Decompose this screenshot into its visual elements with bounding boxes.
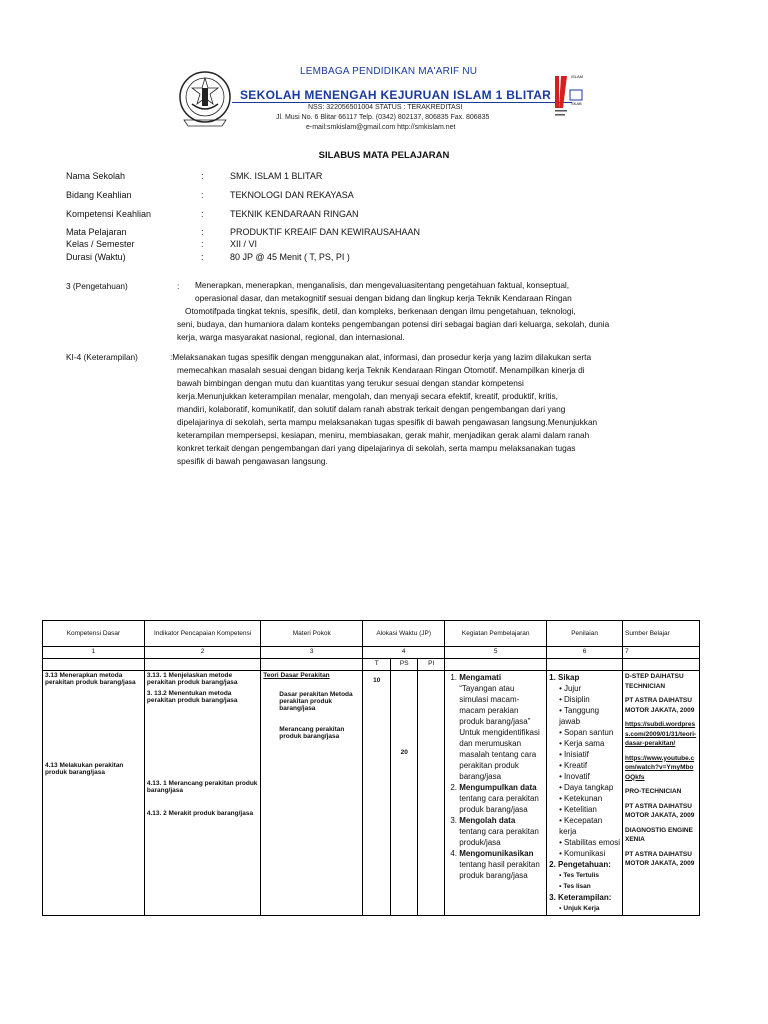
identity-colon: :: [201, 171, 204, 181]
table-header-row: [43, 621, 700, 647]
keterampilan-list: [549, 903, 620, 914]
sumber-cell: [623, 671, 700, 916]
identity-colon: :: [201, 227, 204, 237]
source-item: PT ASTRA DAIHATSU MOTOR JAKATA, 2009: [625, 850, 695, 867]
pengetahuan-title: 2. Pengetahuan:: [549, 860, 611, 869]
source-link[interactable]: https://subdi.wordpress.com/2009/01/31/teori-dasar-perakitan/: [625, 721, 697, 747]
identity-label: Mata Pelajaran: [66, 227, 127, 237]
identity-value: SMK. ISLAM 1 BLITAR: [230, 171, 323, 181]
pengetahuan-list: [549, 870, 620, 892]
certification-logo: [553, 72, 585, 120]
sikap-list: [549, 683, 620, 859]
ki3-line: seni, budaya, dan humaniora dalam konteks pengembangan potensi diri sebagai bagian dari keluarga, sekolah, dunia: [177, 319, 610, 329]
source-link[interactable]: https://www.youtube.com/watch?v=YmyMboOQkfs: [625, 754, 695, 781]
ki3-line: Menerapkan, menerapkan, menganalisis, dan mengevaluasitentang pengetahuan faktual, konseptual,: [195, 280, 570, 290]
alokasi-t-cell: 10: [363, 671, 391, 916]
ki4-line: kerja.Menunjukkan keterampilan menalar, mengolah, dan menyaji secara efektif, kreatif, produktif, kritis,: [177, 391, 558, 401]
column-number: 2: [144, 647, 260, 659]
kegiatan-item: [459, 815, 544, 848]
school-name: SEKOLAH MENENGAH KEJURUAN ISLAM 1 BLITAR: [240, 88, 552, 102]
kd-item: 3.13 Menerapkan metoda perakitan produk barang/jasa: [45, 672, 136, 686]
identity-colon: :: [201, 252, 204, 262]
ki4-line: keterampilan mempersepsi, kesiapan, meniru, membiasakan, gerak mahir, menjadikan gerak alami dalam ranah: [177, 430, 590, 440]
kd-item: 4.13 Melakukan perakitan produk barang/jasa: [45, 762, 124, 776]
ki4-first-line: :Melaksanakan tugas spesifik dengan menggunakan alat, informasi, dan prosedur kerja yang lazim dilakukan serta: [170, 352, 592, 362]
source-item: PT ASTRA DAIHATSU MOTOR JAKATA, 2009: [625, 697, 695, 714]
identity-label: Bidang Keahlian: [66, 190, 132, 200]
list-item: • Disiplin: [559, 694, 620, 705]
ipk-item: 4.13. 2 Merakit produk barang/jasa: [146, 810, 254, 817]
kegiatan-item: [459, 672, 544, 782]
cert-logo-text-top: ISLAM: [571, 74, 584, 79]
source-item: D-STEP DAIHATSU TECHNICIAN: [625, 673, 684, 690]
ki4-label: KI-4 (Keterampilan): [66, 352, 138, 362]
header-penilaian: Penilaian: [547, 621, 623, 647]
list-item: • Stabilitas emosi: [559, 837, 620, 848]
materi-cell: [261, 671, 363, 916]
list-item: • Inisiatif: [559, 749, 620, 760]
identity-value: TEKNOLOGI DAN REKAYASA: [230, 190, 354, 200]
school-nss: NSS: 322056501004 STATUS : TERAKREDITASI: [308, 104, 463, 111]
identity-value: TEKNIK KENDARAAN RINGAN: [230, 209, 359, 219]
list-item: • Ketelitian: [559, 804, 620, 815]
ipk-item: 4.13. 1 Merancang perakitan produk barang/jasa: [146, 780, 258, 794]
list-item: • Tanggung jawab: [559, 705, 620, 727]
kegiatan-head: Mengamati: [459, 673, 502, 682]
ki4-line: bawah bimbingan dengan mutu dan kuantitas yang terukur sesuai dengan standar kompetensi: [177, 378, 524, 388]
column-number: 6: [547, 647, 623, 659]
school-address: Jl. Musi No. 6 Blitar 66117 Telp. (0342) 802137, 806835 Fax. 806835: [276, 114, 490, 121]
penilaian-cell: [547, 671, 623, 916]
identity-label: Durasi (Waktu): [66, 252, 126, 262]
subheader-pi: PI: [418, 659, 445, 671]
header-materi: Materi Pokok: [261, 621, 363, 647]
materi-heading: Teori Dasar Perakitan: [263, 672, 330, 679]
list-item: • Unjuk Kerja: [559, 903, 620, 914]
sikap-title: 1. Sikap: [549, 673, 580, 682]
ki3-line: operasional dasar, dan metakognitif sesuai dengan bidang dan lingkup kerja Teknik Kendaraan Ringan: [195, 293, 572, 303]
alokasi-ps-cell: 20: [391, 671, 418, 916]
identity-colon: :: [201, 190, 204, 200]
ipk-item: 3. 13.2 Menentukan metoda perakitan produk barang/jasa: [146, 690, 238, 704]
kegiatan-text: tentang cara perakitan produk barang/jasa: [459, 794, 539, 814]
identity-colon: :: [201, 209, 204, 219]
list-item: • Tes lisan: [559, 881, 620, 892]
kegiatan-item: [459, 782, 544, 815]
list-item: • Tes Tertulis: [559, 870, 620, 881]
document-title: SILABUS MATA PELAJARAN: [318, 150, 450, 161]
header-kegiatan: Kegiatan Pembelajaran: [445, 621, 547, 647]
identity-value: PRODUKTIF KREAIF DAN KEWIRAUSAHAAN: [230, 227, 421, 237]
identity-value: XII / VI: [230, 239, 258, 249]
table-row: [43, 671, 700, 916]
list-item: • Sopan santun: [559, 727, 620, 738]
header-alokasi: Alokasi Waktu (JP): [363, 621, 445, 647]
ki4-line: memecahkan masalah sesuai dengan bidang kerja Teknik Kendaraan Ringan Otomotif. Menampilkan kinerja di: [177, 365, 585, 375]
column-number: 4: [363, 647, 445, 659]
list-item: • Inovatif: [559, 771, 620, 782]
list-item: • Ketekunan: [559, 793, 620, 804]
cert-logo-text-bottom: SKAB: [571, 101, 582, 106]
ipk-item: 3.13. 1 Menjelaskan metode perakitan produk barang/jasa: [146, 672, 238, 686]
ki4-line: dipelajarinya di sekolah, serta mampu melaksanakan tugas spesifik di bawah pengawasan langsung.Menunjukkan: [177, 417, 598, 427]
kompetensi-dasar-cell: [43, 671, 145, 916]
list-item: • Daya tangkap: [559, 782, 620, 793]
column-number: 5: [445, 647, 547, 659]
subheader-ps: PS: [391, 659, 418, 671]
list-item: • Jujur: [559, 683, 620, 694]
table-subheader-row: [43, 659, 700, 671]
kegiatan-item: [459, 848, 544, 881]
materi-item: Merancang perakitan produk barang/jasa: [279, 726, 345, 740]
column-number: 1: [43, 647, 145, 659]
header-kompetensi-dasar: Kompetensi Dasar: [43, 621, 145, 647]
ki3-label: 3 (Pengetahuan): [66, 281, 128, 291]
list-item: • Kecepatan kerja: [559, 815, 620, 837]
ki4-line: spesifik di bawah pengawasan langsung.: [177, 456, 328, 466]
ki4-line: mandiri, kolaboratif, komunikatif, dan solutif dalam ranah abstrak terkait dengan pengembangan dari yang: [177, 404, 566, 414]
indikator-cell: [144, 671, 260, 916]
column-number: 3: [261, 647, 363, 659]
ki4-line: konkret terkait dengan pengembangan dari yang dipelajarinya di sekolah, serta mampu melaksanakan tugas: [177, 443, 576, 453]
source-item: DIAGNOSTIG ENGINE XENIA: [625, 826, 693, 843]
ki3-line: Otomotifpada tingkat teknis, spesifik, detil, dan kompleks, berkenaan dengan ilmu pengetahuan, teknologi,: [185, 306, 576, 316]
kegiatan-text: “Tayangan atau simulasi macam-macam perakian produk barang/jasa” Untuk mengidentifikasi dan merumuskan masalah tentang cara perakitan produk barang/jasa: [459, 684, 540, 781]
identity-value: 80 JP @ 45 Menit ( T, PS, PI ): [230, 252, 350, 262]
header-sumber: Sumber Belajar: [623, 621, 700, 647]
identity-label: Nama Sekolah: [66, 171, 126, 181]
kegiatan-cell: [445, 671, 547, 916]
organization-name: LEMBAGA PENDIDIKAN MA'ARIF NU: [300, 66, 478, 77]
syllabus-table: [42, 620, 700, 916]
column-number: 7: [623, 647, 700, 659]
ki3-line: kerja, warga masyarakat nasional, regional, dan internasional.: [177, 332, 405, 342]
kegiatan-head: Mengumpulkan data: [459, 783, 537, 792]
source-item: PT ASTRA DAIHATSU MOTOR JAKATA, 2009: [625, 802, 695, 819]
identity-colon: :: [201, 239, 204, 249]
alokasi-pi-cell: [418, 671, 445, 916]
list-item: • Kreatif: [559, 760, 620, 771]
materi-item: Dasar perakitan Metoda perakitan produk barang/jasa: [279, 691, 353, 712]
header-indikator: Indikator Pencapaian Kompetensi: [144, 621, 260, 647]
list-item: • Kerja sama: [559, 738, 620, 749]
keterampilan-title: 3. Keterampilan:: [549, 893, 612, 902]
source-item: PRO-TECHNICIAN: [625, 788, 682, 795]
subheader-t: T: [363, 659, 391, 671]
school-logo: [178, 70, 232, 128]
kegiatan-head: Mengolah data: [459, 816, 516, 825]
kegiatan-text: tentang cara perakitan produk/jasa: [459, 827, 539, 847]
kegiatan-text: tentang hasil perakitan produk barang/jasa: [459, 860, 540, 880]
identity-label: Kompetensi Keahlian: [66, 209, 152, 219]
table-number-row: [43, 647, 700, 659]
kegiatan-head: Mengomunikasikan: [459, 849, 534, 858]
school-contact: e-mail:smkislam@gmail.com http://smkislam.net: [306, 124, 456, 131]
header-divider: [232, 102, 572, 103]
identity-label: Kelas / Semester: [66, 239, 135, 249]
list-item: • Komunikasi: [559, 848, 620, 859]
ki3-colon: :: [177, 281, 180, 291]
